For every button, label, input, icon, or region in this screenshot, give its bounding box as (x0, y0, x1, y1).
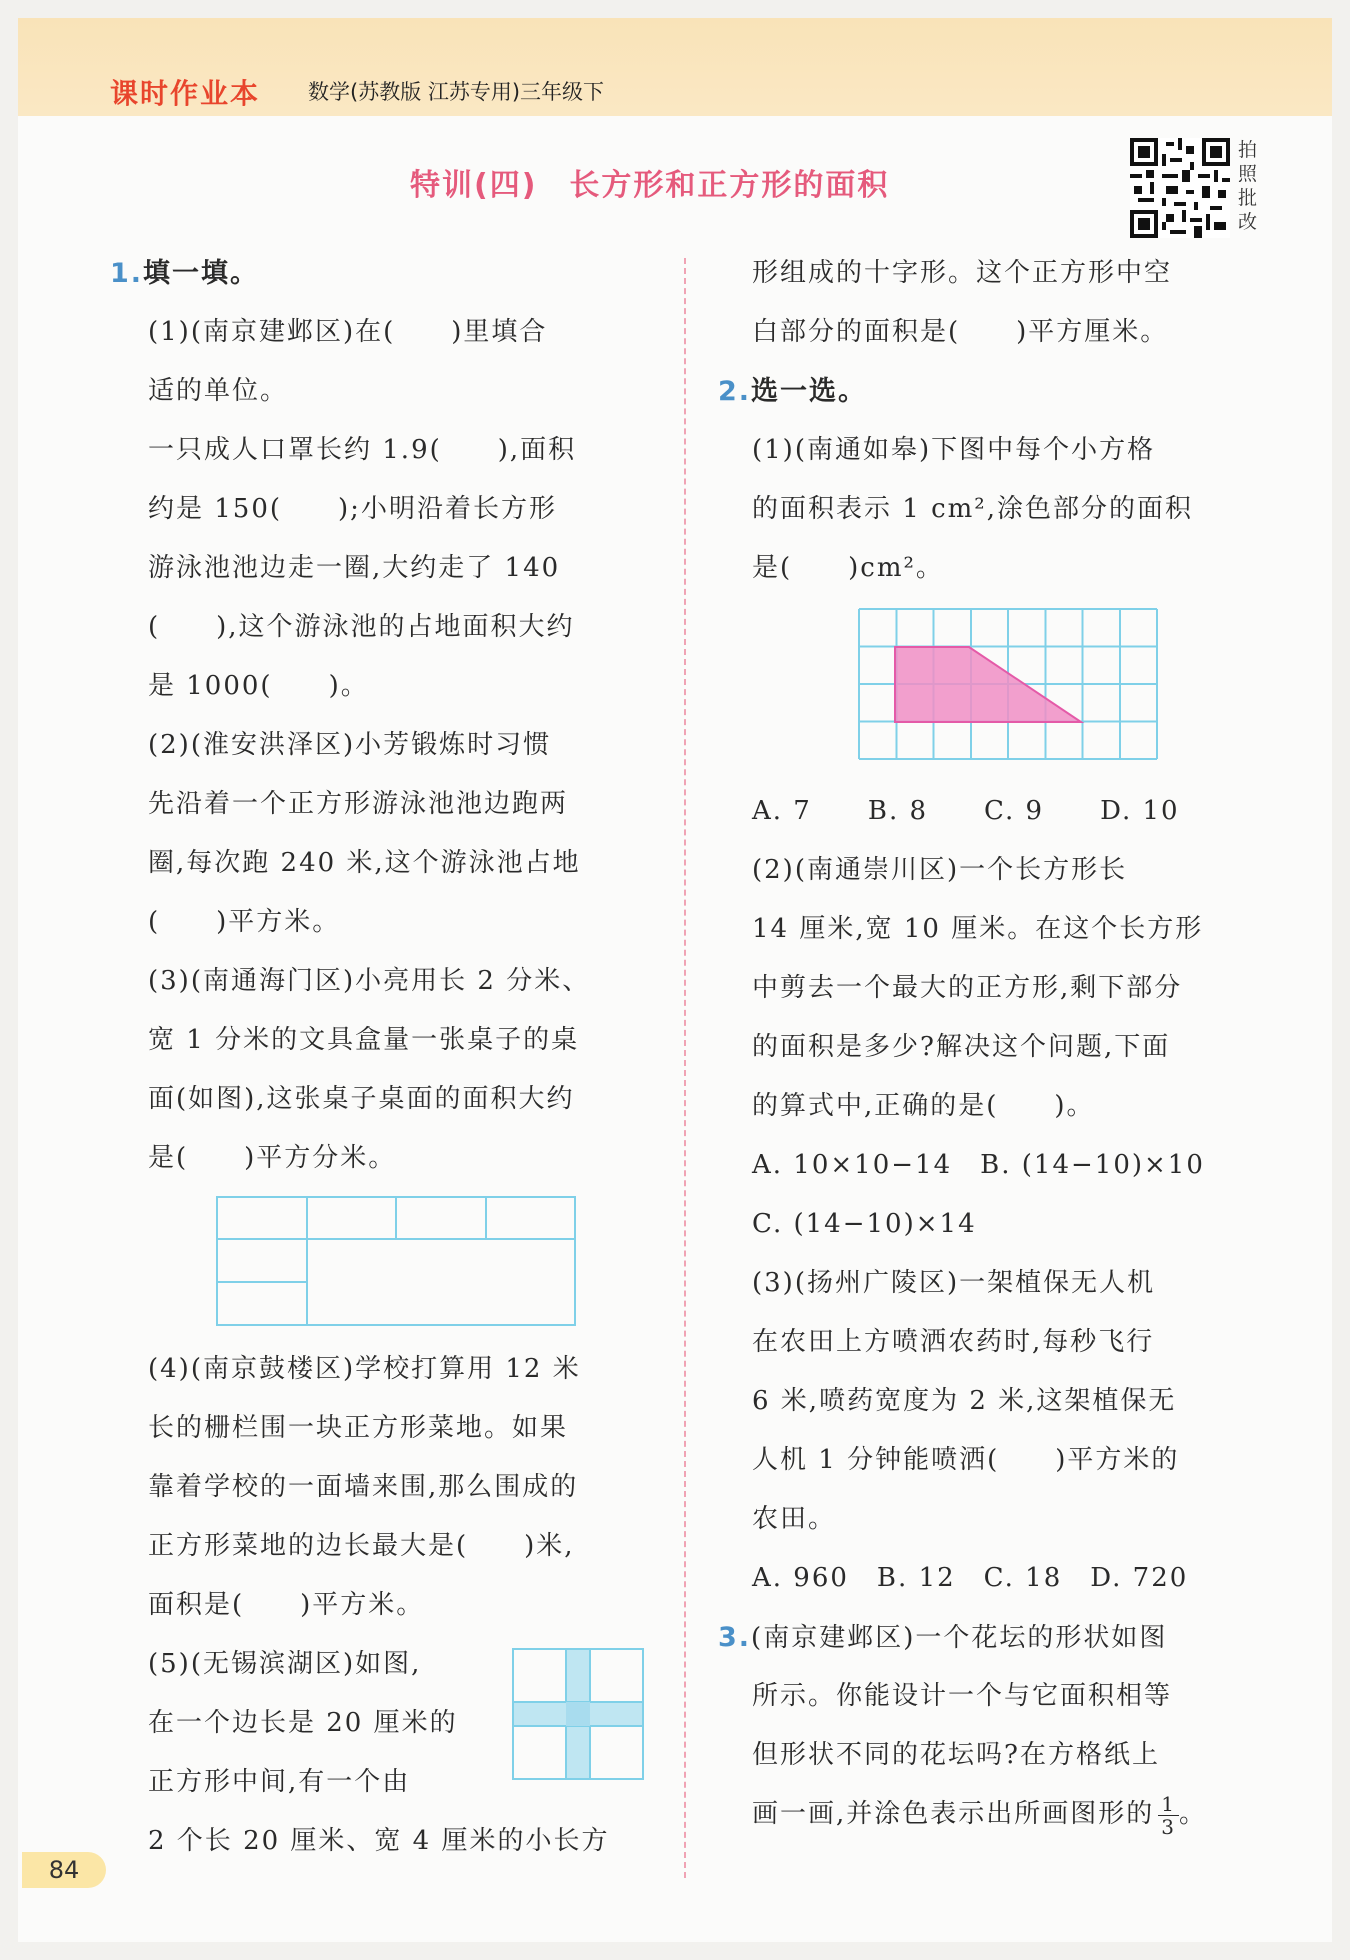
text-line (110, 1812, 650, 1871)
line-text: 宽 1 分米的文具盒量一张桌子的桌 (148, 1025, 580, 1055)
text-line (110, 952, 650, 1011)
text-line (752, 480, 1272, 539)
text-line (752, 303, 1272, 362)
text-line (110, 1458, 650, 1517)
line-text: 的面积表示 1 cm²,涂色部分的面积 (752, 494, 1193, 524)
text-line (110, 834, 650, 893)
text-line (110, 775, 650, 834)
text-line (110, 598, 650, 657)
text-line (110, 1399, 650, 1458)
line-text: 但形状不同的花坛吗?在方格纸上 (752, 1740, 1160, 1770)
line-text: (4)(南京鼓楼区)学校打算用 12 米 (148, 1354, 581, 1384)
fraction-one-third (1158, 1793, 1179, 1838)
column-divider (684, 258, 686, 1878)
line-text: 在农田上方喷洒农药时,每秒飞行 (752, 1327, 1155, 1357)
brand-title: 课时作业本 (110, 77, 261, 110)
text-line (110, 1517, 650, 1576)
line-text: A. 960 B. 12 C. 18 D. 720 (752, 1563, 1189, 1593)
text-line (718, 362, 1272, 421)
text-line (110, 1129, 650, 1188)
line-text: (1)(南京建邺区)在( )里填合 (148, 317, 548, 347)
line-text: A. 10×10−14 B. (14−10)×10 (752, 1150, 1205, 1180)
text-line (110, 657, 650, 716)
line-text: 是( )平方分米。 (148, 1143, 397, 1173)
text-line (752, 539, 1272, 598)
left-column-2 (110, 1340, 650, 1871)
line-text: 2 个长 20 厘米、宽 4 厘米的小长方 (148, 1826, 610, 1856)
line-text: 填一填。 (143, 258, 260, 289)
text-line (752, 1667, 1272, 1726)
line-text: 画一画,并涂色表示出所画图形的 (752, 1799, 1155, 1829)
grid-figure (858, 608, 1158, 762)
line-text: A. 7 B. 8 C. 9 D. 10 (752, 796, 1180, 826)
fraction-suffix: 。 (1179, 1799, 1208, 1829)
line-text: 先沿着一个正方形游泳池池边跑两 (148, 789, 569, 819)
left-column (110, 244, 650, 1188)
text-line (718, 1608, 1272, 1667)
line-text: 的面积是多少?解决这个问题,下面 (752, 1032, 1171, 1062)
fraction-denominator: 3 (1161, 1814, 1176, 1839)
line-text: 面积是( )平方米。 (148, 1590, 425, 1620)
text-line (752, 1726, 1272, 1785)
line-text: 农田。 (752, 1504, 837, 1534)
line-text: 面(如图),这张桌子桌面的面积大约 (148, 1084, 575, 1114)
text-line (752, 1372, 1272, 1431)
line-text: (3)(南通海门区)小亮用长 2 分米、 (148, 966, 591, 996)
line-text: 游泳池池边走一圈,大约走了 140 (148, 553, 561, 583)
text-line (110, 1070, 650, 1129)
desk-figure (216, 1196, 578, 1328)
book-info: 数学(苏教版 江苏专用)三年级下 (308, 80, 605, 104)
text-line (752, 1490, 1272, 1549)
line-text: 正方形菜地的边长最大是( )米, (148, 1531, 575, 1561)
question-number: 2. (718, 376, 752, 407)
line-text: 圈,每次跑 240 米,这个游泳池占地 (148, 848, 581, 878)
qr-code-icon[interactable] (1130, 138, 1230, 238)
text-line (110, 362, 650, 421)
line-text: 是 1000( )。 (148, 671, 369, 701)
right-column (718, 244, 1272, 598)
line-text: 选一选。 (751, 376, 868, 407)
text-line (752, 1549, 1272, 1608)
line-text: 中剪去一个最大的正方形,剩下部分 (752, 973, 1183, 1003)
question-number: 1. (110, 258, 144, 289)
text-line (752, 1136, 1272, 1195)
text-line (110, 421, 650, 480)
line-text: 6 米,喷药宽度为 2 米,这架植保无 (752, 1386, 1177, 1416)
text-line (752, 1195, 1272, 1254)
text-line (752, 959, 1272, 1018)
page-title: 特训(四) 长方形和正方形的面积 (410, 168, 890, 203)
page-number: 84 (22, 1852, 106, 1888)
line-text: 所示。你能设计一个与它面积相等 (752, 1681, 1173, 1711)
text-line (110, 1576, 650, 1635)
line-text: ( ),这个游泳池的占地面积大约 (148, 612, 575, 642)
text-line (110, 716, 650, 775)
text-line (110, 303, 650, 362)
line-text: 适的单位。 (148, 376, 289, 406)
text-line (110, 1340, 650, 1399)
text-line (110, 1011, 650, 1070)
text-line (752, 1431, 1272, 1490)
line-text: 在一个边长是 20 厘米的 (148, 1708, 458, 1738)
text-line (110, 480, 650, 539)
line-text: 形组成的十字形。这个正方形中空 (752, 258, 1173, 288)
text-line (752, 1077, 1272, 1136)
line-text: 约是 150( );小明沿着长方形 (148, 494, 557, 524)
line-text: 一只成人口罩长约 1.9( ),面积 (148, 435, 577, 465)
line-text: C. (14−10)×14 (752, 1209, 977, 1239)
question-number: 3. (718, 1622, 752, 1653)
text-line (752, 1254, 1272, 1313)
line-text: 靠着学校的一面墙来围,那么围成的 (148, 1472, 579, 1502)
line-text: 14 厘米,宽 10 厘米。在这个长方形 (752, 914, 1204, 944)
line-text: 人机 1 分钟能喷洒( )平方米的 (752, 1445, 1180, 1475)
line-text: ( )平方米。 (148, 907, 341, 937)
line-text: 正方形中间,有一个由 (148, 1767, 411, 1797)
cross-figure (512, 1648, 646, 1782)
line-text: 白部分的面积是( )平方厘米。 (752, 317, 1169, 347)
right-column-2 (718, 782, 1272, 1844)
text-line (110, 893, 650, 952)
line-text: 是( )cm²。 (752, 553, 944, 583)
text-line (752, 900, 1272, 959)
line-text: 长的栅栏围一块正方形菜地。如果 (148, 1413, 569, 1443)
line-text: (5)(无锡滨湖区)如图, (148, 1649, 422, 1679)
line-text: (1)(南通如皋)下图中每个小方格 (752, 435, 1156, 465)
text-line (752, 841, 1272, 900)
text-line (752, 421, 1272, 480)
line-text: (3)(扬州广陵区)一架植保无人机 (752, 1268, 1156, 1298)
text-line (752, 1313, 1272, 1372)
line-text: (南京建邺区)一个花坛的形状如图 (751, 1623, 1168, 1653)
text-line (752, 1785, 1272, 1844)
text-line (110, 244, 650, 303)
text-line (752, 782, 1272, 841)
qr-label: 拍照批改 (1238, 139, 1258, 233)
line-text: (2)(淮安洪泽区)小芳锻炼时习惯 (148, 730, 552, 760)
line-text: 的算式中,正确的是( )。 (752, 1091, 1095, 1121)
line-text: (2)(南通崇川区)一个长方形长 (752, 855, 1128, 885)
text-line (752, 1018, 1272, 1077)
text-line (752, 244, 1272, 303)
fraction-numerator: 1 (1158, 1793, 1179, 1816)
text-line (110, 539, 650, 598)
